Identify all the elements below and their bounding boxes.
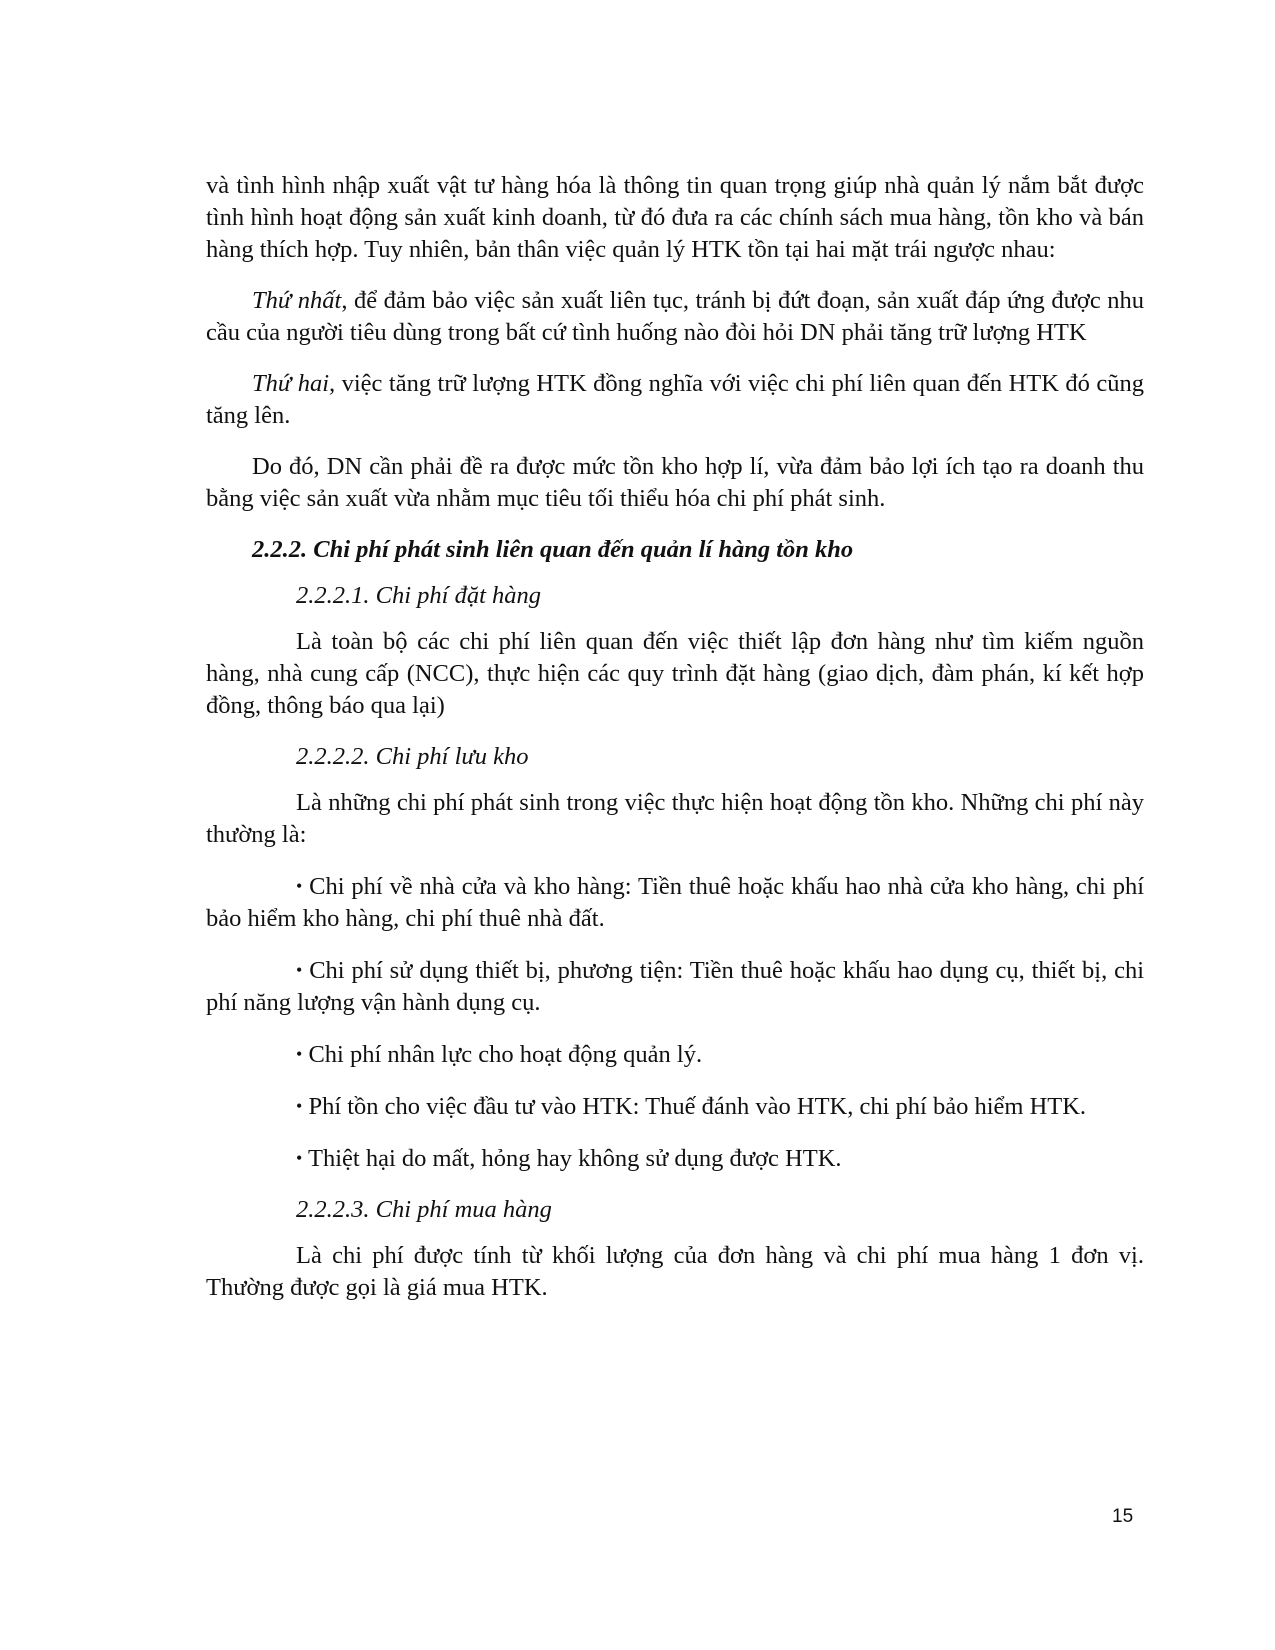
subsection-heading-purchase-cost: 2.2.2.3. Chi phí mua hàng bbox=[296, 1196, 552, 1223]
first-point-text: , để đảm bảo việc sản xuất liên tục, tránh bị đứt đoạn, sản xuất đáp ứng được nhu cầu của người tiêu dùng trong bất cứ tình huống nào đòi hỏi DN phải tăng trữ lượng HTK bbox=[206, 287, 1145, 346]
bullet-item bbox=[206, 1142, 1144, 1175]
section-heading-2-2-2: 2.2.2. Chi phí phát sinh liên quan đến quản lí hàng tồn kho bbox=[252, 536, 854, 563]
bullet-icon: • bbox=[296, 1096, 303, 1116]
bullet-item bbox=[206, 1038, 1144, 1071]
subsection-heading-ordering-cost: 2.2.2.1. Chi phí đặt hàng bbox=[296, 582, 542, 609]
paragraph-intro: và tình hình nhập xuất vật tư hàng hóa là thông tin quan trọng giúp nhà quản lý nắm bắt được tình hình hoạt động sản xuất kinh doanh, từ đó đưa ra các chính sách mua hàng, tồn kho và bán hàng thích hợp. Tuy nhiên, bản thân việc quản lý HTK tồn tại hai mặt trái ngược nhau: bbox=[206, 172, 1144, 263]
paragraph-second-point bbox=[206, 368, 1144, 432]
bullet-icon: • bbox=[296, 1148, 303, 1168]
second-point-text: việc tăng trữ lượng HTK đồng nghĩa với việc chi phí liên quan đến HTK đó cũng tăng lên. bbox=[206, 370, 1145, 429]
subsection-heading-holding-cost: 2.2.2.2. Chi phí lưu kho bbox=[296, 743, 529, 770]
bullet-text: Chi phí sử dụng thiết bị, phương tiện: Tiền thuê hoặc khấu hao dụng cụ, thiết bị, chi phí năng lượng vận hành dụng cụ. bbox=[206, 957, 1145, 1016]
paragraph-first-point bbox=[206, 285, 1144, 349]
holding-cost-text: Là những chi phí phát sinh trong việc thực hiện hoạt động tồn kho. Những chi phí này thường là: bbox=[206, 789, 1144, 848]
second-point-lead: Thứ hai, bbox=[252, 370, 336, 397]
page-number: 15 bbox=[1112, 1506, 1134, 1527]
bullet-icon: • bbox=[296, 876, 303, 896]
bullet-icon: • bbox=[296, 1044, 303, 1064]
purchase-cost-text: Là chi phí được tính từ khối lượng của đơn hàng và chi phí mua hàng 1 đơn vị. Thường được gọi là giá mua HTK. bbox=[206, 1242, 1144, 1301]
bullet-text: Chi phí nhân lực cho hoạt động quản lý. bbox=[308, 1041, 703, 1068]
bullet-text: Phí tồn cho việc đầu tư vào HTK: Thuế đánh vào HTK, chi phí bảo hiểm HTK. bbox=[308, 1093, 1087, 1120]
bullet-text: Thiệt hại do mất, hỏng hay không sử dụng được HTK. bbox=[308, 1145, 842, 1172]
bullet-item bbox=[206, 870, 1144, 935]
bullet-item bbox=[206, 1090, 1144, 1123]
bullet-icon: • bbox=[296, 960, 303, 980]
page-body bbox=[206, 170, 1144, 1323]
bullet-item bbox=[206, 954, 1144, 1019]
first-point-lead: Thứ nhất bbox=[252, 287, 342, 314]
paragraph-conclusion: Do đó, DN cần phải đề ra được mức tồn kho hợp lí, vừa đảm bảo lợi ích tạo ra doanh thu bằng việc sản xuất vừa nhằm mục tiêu tối thiểu hóa chi phí phát sinh. bbox=[206, 453, 1144, 512]
bullet-text: Chi phí về nhà cửa và kho hàng: Tiền thuê hoặc khấu hao nhà cửa kho hàng, chi phí bảo hiểm kho hàng, chi phí thuê nhà đất. bbox=[206, 873, 1144, 932]
ordering-cost-text: Là toàn bộ các chi phí liên quan đến việc thiết lập đơn hàng như tìm kiếm nguồn hàng, nhà cung cấp (NCC), thực hiện các quy trình đặt hàng (giao dịch, đàm phán, kí kết hợp đồng, thông báo qua lại) bbox=[206, 628, 1144, 719]
